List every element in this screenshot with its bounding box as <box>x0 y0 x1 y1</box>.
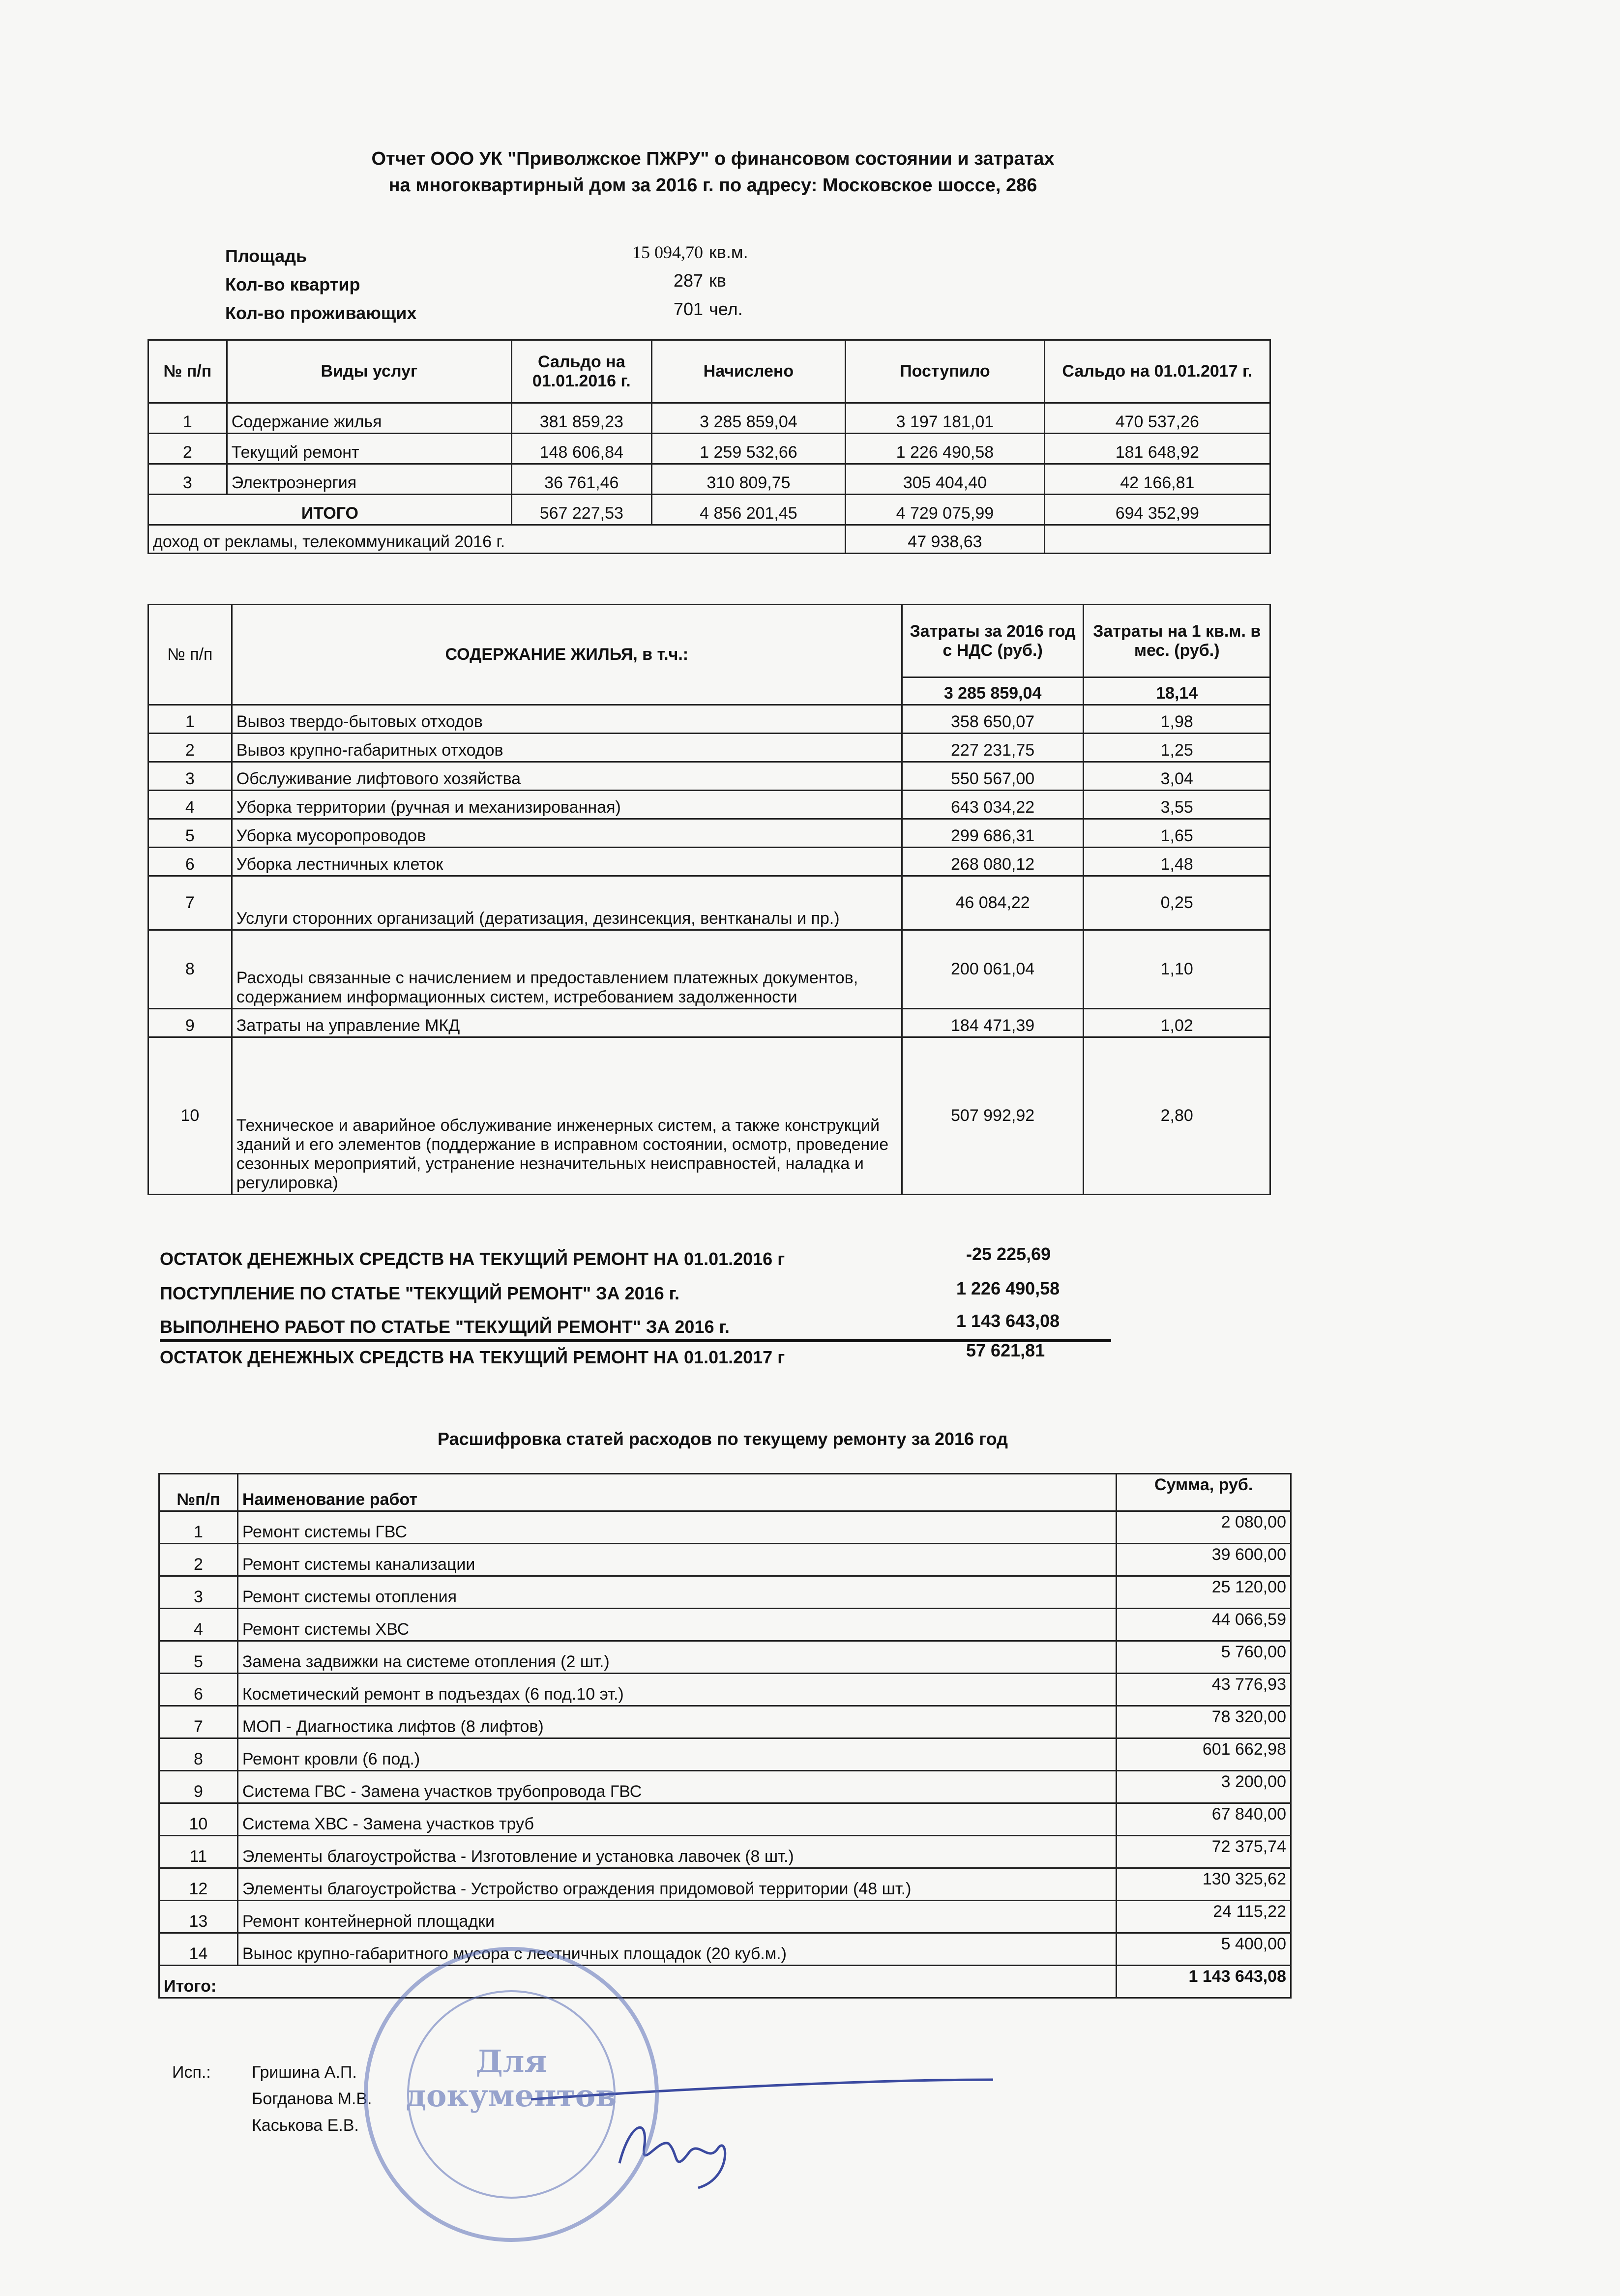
total-row <box>159 1966 1291 1998</box>
table-cell: Система ГВС - Замена участков трубопровода ГВС <box>237 1771 1116 1803</box>
table-cell: 4 <box>159 1609 238 1641</box>
table-header-row <box>159 1474 1291 1511</box>
column-header: Начислено <box>651 340 846 403</box>
table-row <box>148 762 1270 791</box>
table-cell: 1 259 532,66 <box>651 434 846 464</box>
table-cell: 3 197 181,01 <box>846 403 1044 434</box>
table-cell: 694 352,99 <box>1044 495 1270 525</box>
column-header: № п/п <box>148 605 232 705</box>
table-cell: 2,80 <box>1084 1037 1270 1195</box>
repair-breakdown-title: Расшифровка статей расходов по текущему ремонту за 2016 год <box>438 1429 1008 1449</box>
summary-label: ПОСТУПЛЕНИЕ ПО СТАТЬЕ "ТЕКУЩИЙ РЕМОНТ" ЗА 2016 г. <box>160 1283 680 1303</box>
table-cell: 3 <box>148 762 232 791</box>
table-cell: 470 537,26 <box>1044 403 1270 434</box>
table-cell-empty <box>1044 525 1270 554</box>
table-cell: 8 <box>148 930 232 1009</box>
table-cell: 24 115,22 <box>1117 1901 1291 1933</box>
table-cell: Вынос крупно-габаритного мусора с лестничных площадок (20 куб.м.) <box>237 1933 1116 1966</box>
table-header-row <box>148 605 1270 677</box>
table-cell: 12 <box>159 1868 238 1901</box>
table-cell: 3 200,00 <box>1117 1771 1291 1803</box>
table-row <box>159 1544 1291 1576</box>
table-cell: Ремонт системы ХВС <box>237 1609 1116 1641</box>
table-cell: Вывоз крупно-габаритных отходов <box>232 734 902 762</box>
table-row <box>159 1836 1291 1868</box>
table-cell: 184 471,39 <box>902 1009 1084 1037</box>
info-value-residents: 701 <box>673 299 703 319</box>
column-header: Сальдо на 01.01.2016 г. <box>511 340 651 403</box>
table-cell: 6 <box>148 848 232 876</box>
column-header: Виды услуг <box>227 340 511 403</box>
table-row <box>159 1901 1291 1933</box>
table-cell: 14 <box>159 1933 238 1966</box>
table-cell: Уборка лестничных клеток <box>232 848 902 876</box>
table-cell: 148 606,84 <box>511 434 651 464</box>
column-header: Затраты на 1 кв.м. в мес. (руб.) <box>1084 605 1270 677</box>
table-cell: 358 650,07 <box>902 705 1084 734</box>
table-cell: 8 <box>159 1738 238 1771</box>
table-cell: 567 227,53 <box>511 495 651 525</box>
table-cell: 4 856 201,45 <box>651 495 846 525</box>
table-cell: Содержание жилья <box>227 403 511 434</box>
table-cell: 1,10 <box>1084 930 1270 1009</box>
table-row <box>148 1037 1270 1195</box>
maintenance-costs-table <box>147 604 1271 1195</box>
summary-label: ОСТАТОК ДЕНЕЖНЫХ СРЕДСТВ НА ТЕКУЩИЙ РЕМОНТ НА 01.01.2016 г <box>160 1249 785 1269</box>
total-per-m2: 18,14 <box>1084 677 1270 705</box>
table-row <box>148 403 1270 434</box>
total-cost: 3 285 859,04 <box>902 677 1084 705</box>
summary-value: 1 143 643,08 <box>956 1311 1060 1331</box>
table-cell: Уборка мусоропроводов <box>232 819 902 848</box>
column-header: Наименование работ <box>237 1474 1116 1511</box>
table-cell: 1 <box>148 403 227 434</box>
summary-value: 1 226 490,58 <box>956 1278 1060 1298</box>
table-cell: 36 761,46 <box>511 464 651 495</box>
table-cell: 3 <box>159 1576 238 1609</box>
table-cell: 381 859,23 <box>511 403 651 434</box>
table-cell: 10 <box>159 1803 238 1836</box>
column-header: Сальдо на 01.01.2017 г. <box>1044 340 1270 403</box>
table-cell: 1,25 <box>1084 734 1270 762</box>
table-cell: 5 400,00 <box>1117 1933 1291 1966</box>
table-row <box>148 464 1270 495</box>
repair-fund-summary <box>160 1244 1111 1367</box>
table-row <box>148 1009 1270 1037</box>
summary-value: 57 621,81 <box>966 1340 1045 1360</box>
table-cell: Элементы благоустройства - Изготовление и установка лавочек (8 шт.) <box>237 1836 1116 1868</box>
table-cell: 3,55 <box>1084 791 1270 819</box>
table-cell: 44 066,59 <box>1117 1609 1291 1641</box>
executor-name: Богданова М.В. <box>252 2090 372 2108</box>
ad-income-value: 47 938,63 <box>846 525 1044 554</box>
ad-income-label: доход от рекламы, телекоммуникаций 2016 г. <box>148 525 846 554</box>
table-header-row <box>148 340 1270 403</box>
table-cell: 550 567,00 <box>902 762 1084 791</box>
table-row <box>159 1674 1291 1706</box>
total-value: 1 143 643,08 <box>1117 1966 1291 1998</box>
table-cell: 1,02 <box>1084 1009 1270 1037</box>
report-title-line2: на многоквартирный дом за 2016 г. по адресу: Московское шоссе, 286 <box>388 175 1037 196</box>
table-cell: 43 776,93 <box>1117 1674 1291 1706</box>
column-header: Затраты за 2016 год с НДС (руб.) <box>902 605 1084 677</box>
table-cell: 601 662,98 <box>1117 1738 1291 1771</box>
executors-label: Исп.: <box>172 2063 211 2082</box>
table-cell: Ремонт контейнерной площадки <box>237 1901 1116 1933</box>
info-value-area: 15 094,70 <box>632 242 703 262</box>
table-cell: 10 <box>148 1037 232 1195</box>
table-cell: 227 231,75 <box>902 734 1084 762</box>
summary-label: ОСТАТОК ДЕНЕЖНЫХ СРЕДСТВ НА ТЕКУЩИЙ РЕМОНТ НА 01.01.2017 г <box>160 1347 785 1367</box>
table-cell: Электроэнергия <box>227 464 511 495</box>
total-row <box>148 495 1270 525</box>
table-row <box>159 1771 1291 1803</box>
info-label-residents: Кол-во проживающих <box>225 303 417 323</box>
table-cell: 3 285 859,04 <box>651 403 846 434</box>
table-cell: 6 <box>159 1674 238 1706</box>
table-row <box>148 705 1270 734</box>
table-row <box>159 1803 1291 1836</box>
table-row <box>159 1576 1291 1609</box>
table-cell: 9 <box>148 1009 232 1037</box>
table-cell: 72 375,74 <box>1117 1836 1291 1868</box>
table-row <box>159 1641 1291 1674</box>
table-cell: 4 <box>148 791 232 819</box>
table-row <box>159 1738 1291 1771</box>
repair-breakdown-table <box>158 1473 1292 1999</box>
table-cell: 2 <box>148 434 227 464</box>
table-cell: 11 <box>159 1836 238 1868</box>
table-cell: Система ХВС - Замена участков труб <box>237 1803 1116 1836</box>
info-label-area: Площадь <box>225 246 307 266</box>
info-unit-residents: чел. <box>709 299 743 319</box>
table-cell: 5 <box>148 819 232 848</box>
table-row <box>148 848 1270 876</box>
table-cell: Текущий ремонт <box>227 434 511 464</box>
table-row <box>159 1511 1291 1544</box>
column-header: Сумма, руб. <box>1117 1474 1291 1511</box>
table-cell: 643 034,22 <box>902 791 1084 819</box>
table-cell: 3,04 <box>1084 762 1270 791</box>
services-balance-table <box>147 339 1271 554</box>
table-cell: 1 <box>159 1511 238 1544</box>
table-row <box>148 819 1270 848</box>
stamp-center-text: Для документов <box>406 2043 617 2114</box>
table-cell: Техническое и аварийное обслуживание инженерных систем, а также конструкций зданий и его элементов (поддержание в исправном состоянии, осмотр, проведение сезонных мероприятий, устранение незначительных неисправностей, наладка и регулировка) <box>232 1037 902 1195</box>
table-cell: 2 <box>148 734 232 762</box>
column-header: СОДЕРЖАНИЕ ЖИЛЬЯ, в т.ч.: <box>232 605 902 705</box>
info-unit-area: кв.м. <box>709 242 748 262</box>
table-cell: 2 080,00 <box>1117 1511 1291 1544</box>
table-cell: 2 <box>159 1544 238 1576</box>
table-cell: 299 686,31 <box>902 819 1084 848</box>
info-label-apartments: Кол-во квартир <box>225 274 360 294</box>
total-label: Итого: <box>159 1966 1117 1998</box>
ad-income-row <box>148 525 1270 554</box>
table-row <box>148 434 1270 464</box>
executor-name: Гришина А.П. <box>252 2063 357 2082</box>
report-title <box>0 146 1426 199</box>
table-cell: Элементы благоустройства - Устройство ограждения придомовой территории (48 шт.) <box>237 1868 1116 1901</box>
summary-value: -25 225,69 <box>966 1244 1051 1264</box>
table-cell: Ремонт системы ГВС <box>237 1511 1116 1544</box>
table-cell: 181 648,92 <box>1044 434 1270 464</box>
table-cell: Замена задвижки на системе отопления (2 шт.) <box>237 1641 1116 1674</box>
table-cell: Ремонт системы канализации <box>237 1544 1116 1576</box>
executor-name: Каськова Е.В. <box>252 2116 359 2135</box>
table-cell: 200 061,04 <box>902 930 1084 1009</box>
table-row <box>159 1706 1291 1738</box>
table-cell: Расходы связанные с начислением и предоставлением платежных документов, содержанием информационных систем, истребованием задолженности <box>232 930 902 1009</box>
table-cell: 78 320,00 <box>1117 1706 1291 1738</box>
table-cell: 46 084,22 <box>902 876 1084 930</box>
total-label: ИТОГО <box>148 495 512 525</box>
column-header: №п/п <box>159 1474 238 1511</box>
table-cell: 67 840,00 <box>1117 1803 1291 1836</box>
table-cell: 0,25 <box>1084 876 1270 930</box>
table-cell: Затраты на управление МКД <box>232 1009 902 1037</box>
table-cell: Услуги сторонних организаций (дератизация, дезинсекция, вентканалы и пр.) <box>232 876 902 930</box>
report-title-line1: Отчет ООО УК "Приволжское ПЖРУ" о финансовом состоянии и затратах <box>371 148 1055 169</box>
table-cell: 25 120,00 <box>1117 1576 1291 1609</box>
table-row <box>159 1609 1291 1641</box>
table-cell: 5 760,00 <box>1117 1641 1291 1674</box>
table-cell: 1,65 <box>1084 819 1270 848</box>
table-cell: 305 404,40 <box>846 464 1044 495</box>
table-cell: 1 226 490,58 <box>846 434 1044 464</box>
table-row <box>148 876 1270 930</box>
info-unit-apartments: кв <box>709 270 726 291</box>
table-cell: 42 166,81 <box>1044 464 1270 495</box>
table-cell: Уборка территории (ручная и механизированная) <box>232 791 902 819</box>
table-cell: 13 <box>159 1901 238 1933</box>
table-cell: 39 600,00 <box>1117 1544 1291 1576</box>
table-cell: 1 <box>148 705 232 734</box>
table-cell: 310 809,75 <box>651 464 846 495</box>
info-value-apartments: 287 <box>673 270 703 291</box>
column-header: Поступило <box>846 340 1044 403</box>
table-cell: 130 325,62 <box>1117 1868 1291 1901</box>
table-cell: 4 729 075,99 <box>846 495 1044 525</box>
table-row <box>148 930 1270 1009</box>
table-cell: 1,48 <box>1084 848 1270 876</box>
table-cell: 7 <box>159 1706 238 1738</box>
table-cell: 1,98 <box>1084 705 1270 734</box>
table-cell: Вывоз твердо-бытовых отходов <box>232 705 902 734</box>
summary-label: ВЫПОЛНЕНО РАБОТ ПО СТАТЬЕ "ТЕКУЩИЙ РЕМОНТ" ЗА 2016 г. <box>160 1317 730 1337</box>
table-cell: 7 <box>148 876 232 930</box>
column-header: № п/п <box>148 340 227 403</box>
table-cell: Обслуживание лифтового хозяйства <box>232 762 902 791</box>
table-cell: МОП - Диагностика лифтов (8 лифтов) <box>237 1706 1116 1738</box>
table-cell: 3 <box>148 464 227 495</box>
table-row <box>159 1868 1291 1901</box>
table-cell: Ремонт кровли (6 под.) <box>237 1738 1116 1771</box>
table-cell: 268 080,12 <box>902 848 1084 876</box>
table-cell: 5 <box>159 1641 238 1674</box>
table-cell: Косметический ремонт в подъездах (6 под.10 эт.) <box>237 1674 1116 1706</box>
table-cell: 507 992,92 <box>902 1037 1084 1195</box>
table-cell: Ремонт системы отопления <box>237 1576 1116 1609</box>
table-cell: 9 <box>159 1771 238 1803</box>
table-row <box>148 791 1270 819</box>
table-row <box>159 1933 1291 1966</box>
organization-stamp <box>364 1947 659 2242</box>
table-row <box>148 734 1270 762</box>
